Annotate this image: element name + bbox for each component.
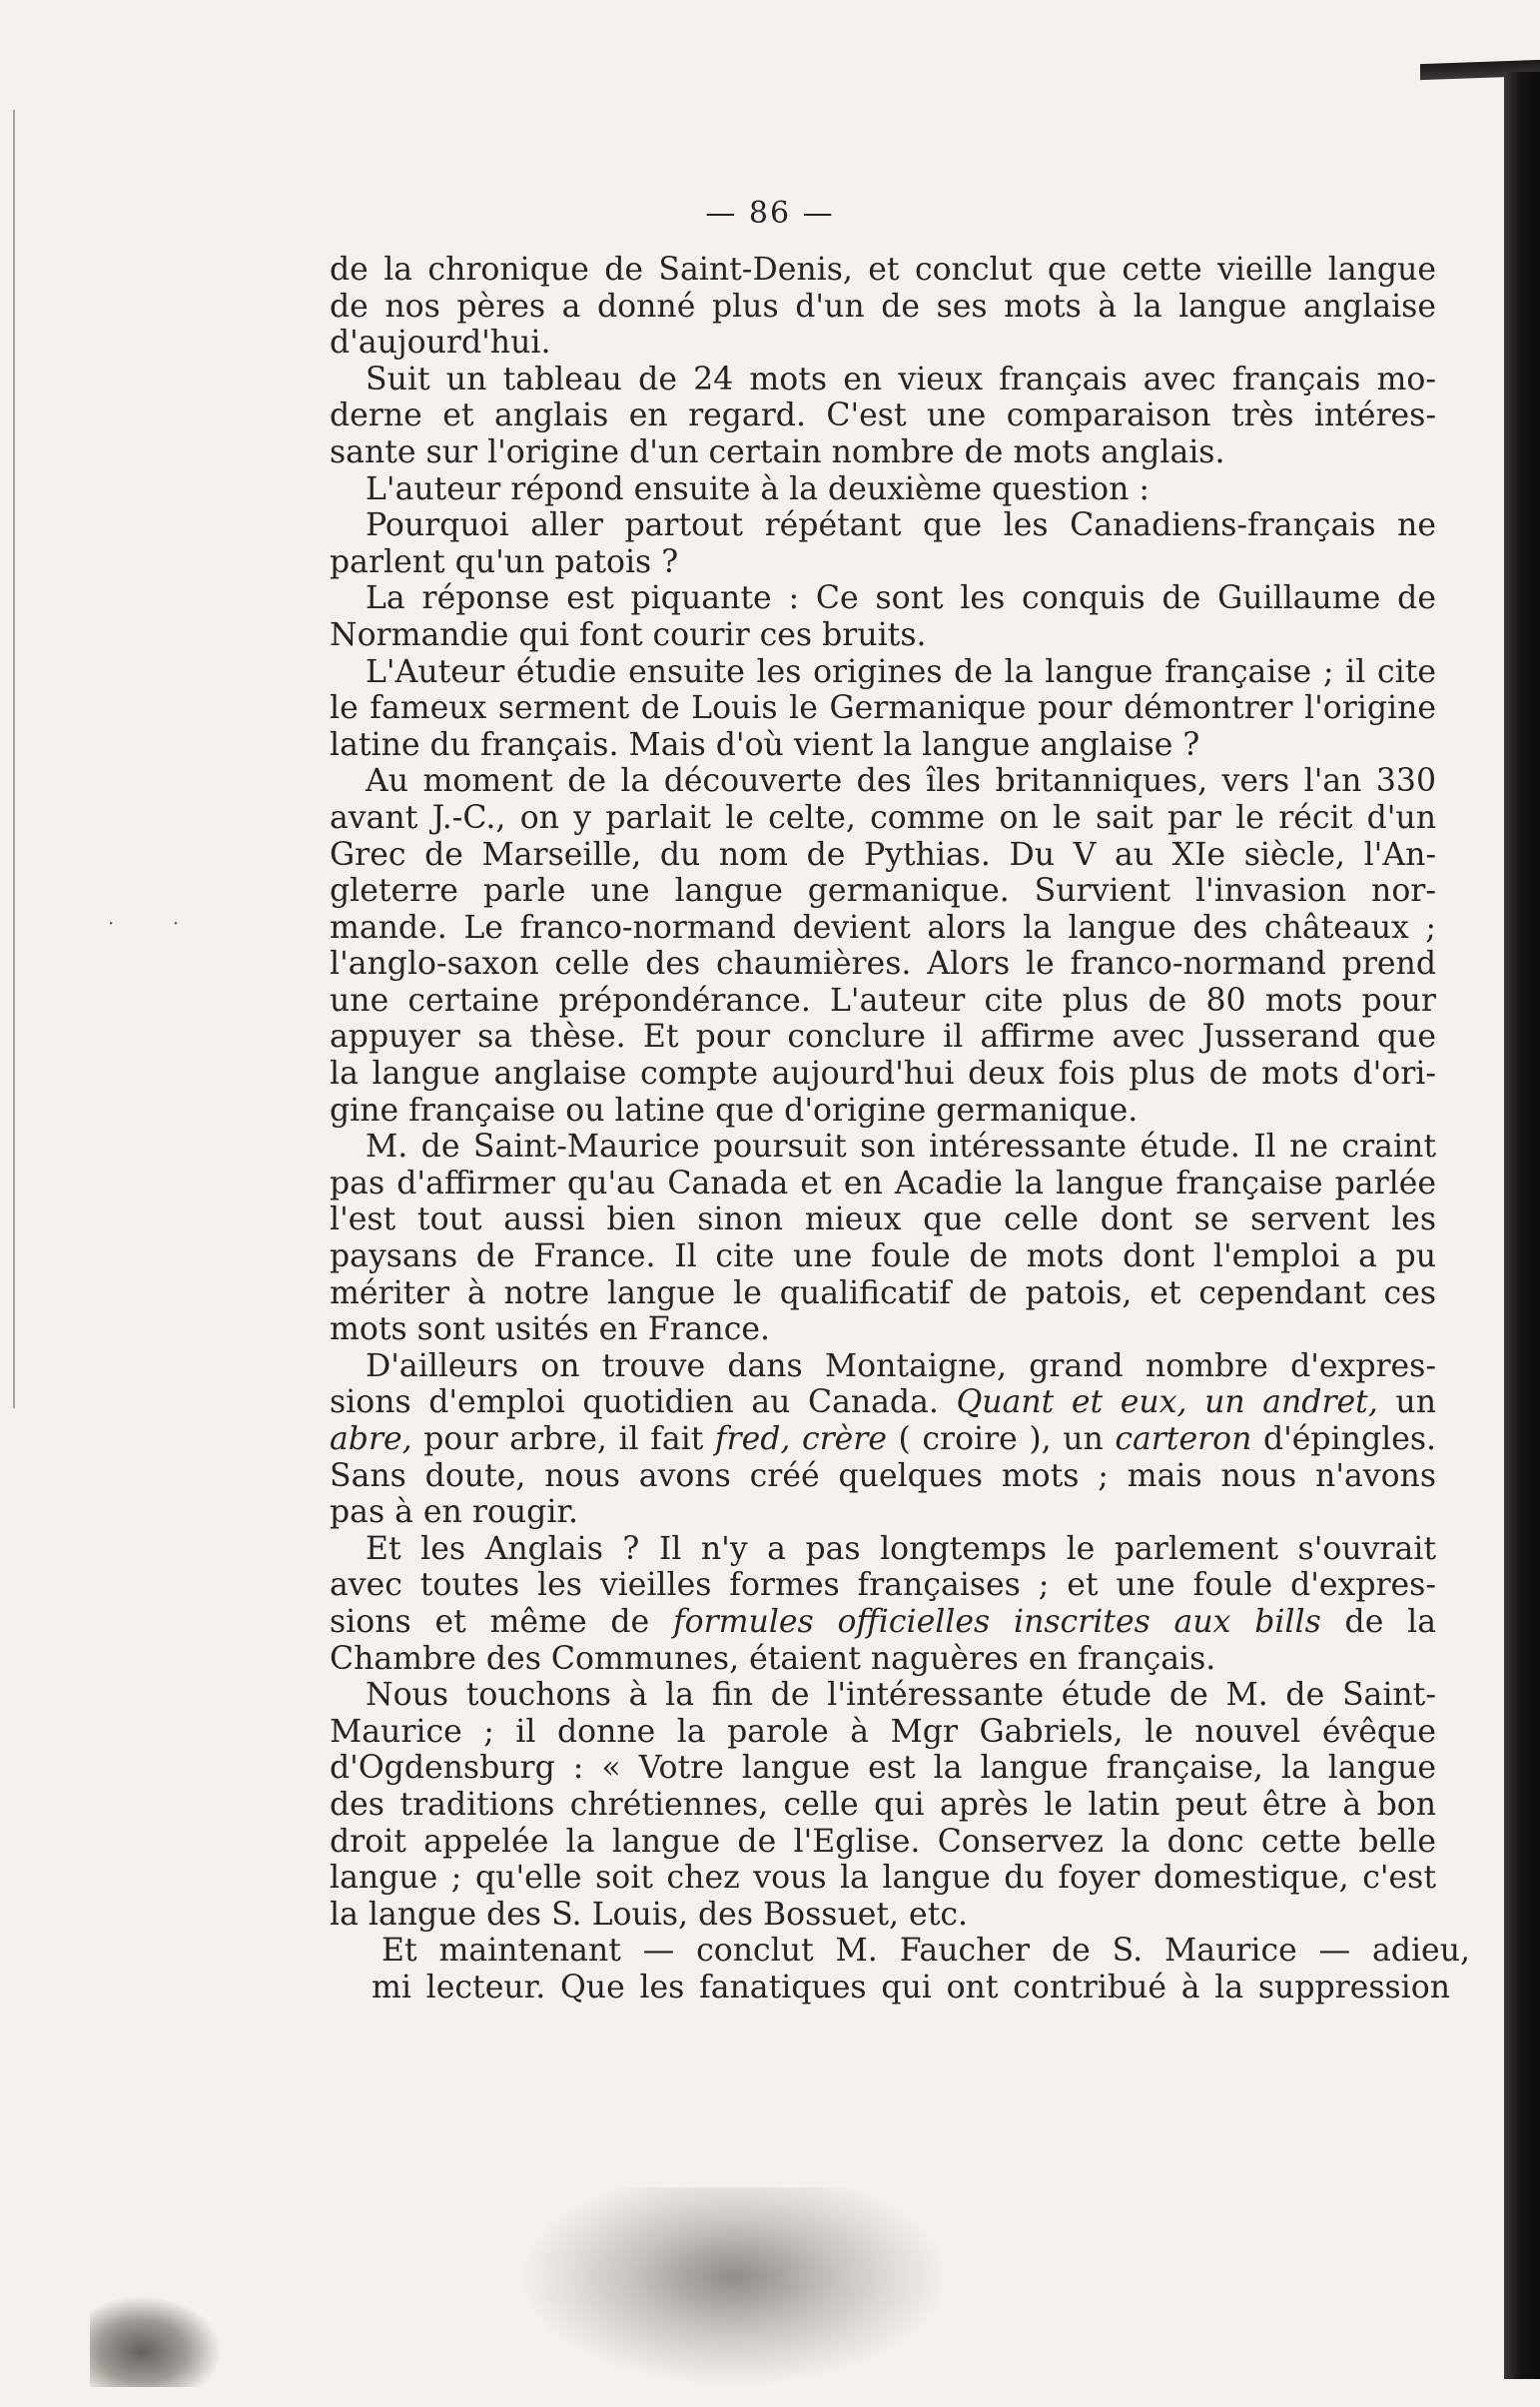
page-number: — 86 — (705, 196, 835, 231)
text-line: L'Auteur étudie ensuite les origines de la langue française ; il cite (366, 653, 1436, 690)
text-line: L'auteur répond ensuite à la deuxième question : (366, 470, 1150, 507)
text-line: d'Ogdensburg : « Votre langue est la langue française, la langue (330, 1750, 1436, 1787)
margin-specks: · · (108, 911, 206, 935)
ink-blot (519, 2187, 949, 2387)
text-line: Suit un tableau de 24 mots en vieux français avec français mo- (366, 361, 1436, 398)
text-line: de nos pères a donné plus d'un de ses mots à la langue anglaise (330, 288, 1436, 325)
text-line: paysans de France. Il cite une foule de mots dont l'emploi a pu (330, 1238, 1436, 1275)
text-line: Chambre des Communes, étaient naguères en français. (330, 1640, 1216, 1677)
text-line: d'aujourd'hui. (330, 325, 551, 362)
text-line: Nous touchons à la fin de l'intéressante étude de M. de Saint- (366, 1677, 1436, 1714)
text-line: Au moment de la découverte des îles britanniques, vers l'an 330 (366, 763, 1436, 800)
text-line: l'anglo-saxon celle des chaumières. Alors le franco-normand prend (330, 946, 1436, 983)
text-line: des traditions chrétiennes, celle qui après le latin peut être à bon (330, 1786, 1436, 1823)
text-line: mériter à notre langue le qualificatif de patois, et cependant ces (330, 1274, 1436, 1311)
text-line: avant J.-C., on y parlait le celte, comme on le sait par le récit d'un (330, 799, 1436, 836)
text-line: mande. Le franco-normand devient alors la langue des châteaux ; (330, 909, 1436, 946)
body-text (330, 252, 1470, 2006)
text-line: gine française ou latine que d'origine germanique. (330, 1092, 1139, 1129)
book-spine-shadow (1504, 72, 1540, 2379)
text-line: appuyer sa thèse. Et pour conclure il affirme avec Jusserand que (330, 1019, 1436, 1056)
text-line: Maurice ; il donne la parole à Mgr Gabriels, le nouvel évêque (330, 1713, 1436, 1750)
text-line: sions et même de formules officielles inscrites aux bills de la (330, 1603, 1436, 1640)
text-line: pas à en rougir. (330, 1494, 579, 1531)
margin-rule (13, 110, 15, 1408)
text-line: abre, pour arbre, il fait fred, crère ( croire ), un carteron d'épingles. (330, 1421, 1436, 1457)
text-line: Et les Anglais ? Il n'y a pas longtemps le parlement s'ouvrait (366, 1530, 1436, 1567)
text-line: M. de Saint-Maurice poursuit son intéressante étude. Il ne craint (366, 1129, 1436, 1166)
text-line: la langue anglaise compte aujourd'hui deux fois plus de mots d'ori- (330, 1056, 1436, 1093)
text-line: gleterre parle une langue germanique. Survient l'invasion nor- (330, 873, 1436, 910)
text-line: une certaine prépondérance. L'auteur cite plus de 80 mots pour (330, 982, 1436, 1019)
text-line: Sans doute, nous avons créé quelques mots ; mais nous n'avons (330, 1457, 1436, 1494)
text-line: la langue des S. Louis, des Bossuet, etc. (330, 1896, 969, 1933)
text-line: mi lecteur. Que les fanatiques qui ont contribué à la suppression (372, 1969, 1450, 2006)
text-line: D'ailleurs on trouve dans Montaigne, grand nombre d'expres- (366, 1347, 1436, 1384)
text-line: Pourquoi aller partout répétant que les Canadiens-français ne (366, 507, 1436, 544)
text-line: latine du français. Mais d'où vient la langue anglaise ? (330, 726, 1200, 763)
text-line: avec toutes les vieilles formes françaises ; et une foule d'expres- (330, 1567, 1436, 1604)
text-line: droit appelée la langue de l'Eglise. Conservez la donc cette belle (330, 1823, 1436, 1860)
text-line: Normandie qui font courir ces bruits. (330, 616, 927, 653)
text-line: l'est tout aussi bien sinon mieux que celle dont se servent les (330, 1202, 1436, 1238)
text-line: sions d'emploi quotidien au Canada. Quant et eux, un andret, un (330, 1384, 1436, 1421)
text-line: sante sur l'origine d'un certain nombre de mots anglais. (330, 433, 1225, 470)
text-line: le fameux serment de Louis le Germanique pour démontrer l'origine (330, 690, 1436, 727)
text-line: Grec de Marseille, du nom de Pythias. Du V au XIe siècle, l'An- (330, 836, 1436, 873)
text-line: La réponse est piquante : Ce sont les conquis de Guillaume de (366, 580, 1436, 617)
text-line: Et maintenant — conclut M. Faucher de S. Maurice — adieu, (382, 1933, 1470, 1970)
text-line: langue ; qu'elle soit chez vous la langue du foyer domestique, c'est (330, 1860, 1436, 1897)
text-line: derne et anglais en regard. C'est une comparaison très intéres- (330, 398, 1436, 434)
corner-stain (90, 2297, 220, 2387)
text-line: parlent qu'un patois ? (330, 543, 679, 580)
text-line: mots sont usités en France. (330, 1311, 770, 1348)
text-line: pas d'affirmer qu'au Canada et en Acadie la langue française parlée (330, 1165, 1436, 1202)
text-line: de la chronique de Saint-Denis, et conclut que cette vieille langue (330, 252, 1436, 288)
